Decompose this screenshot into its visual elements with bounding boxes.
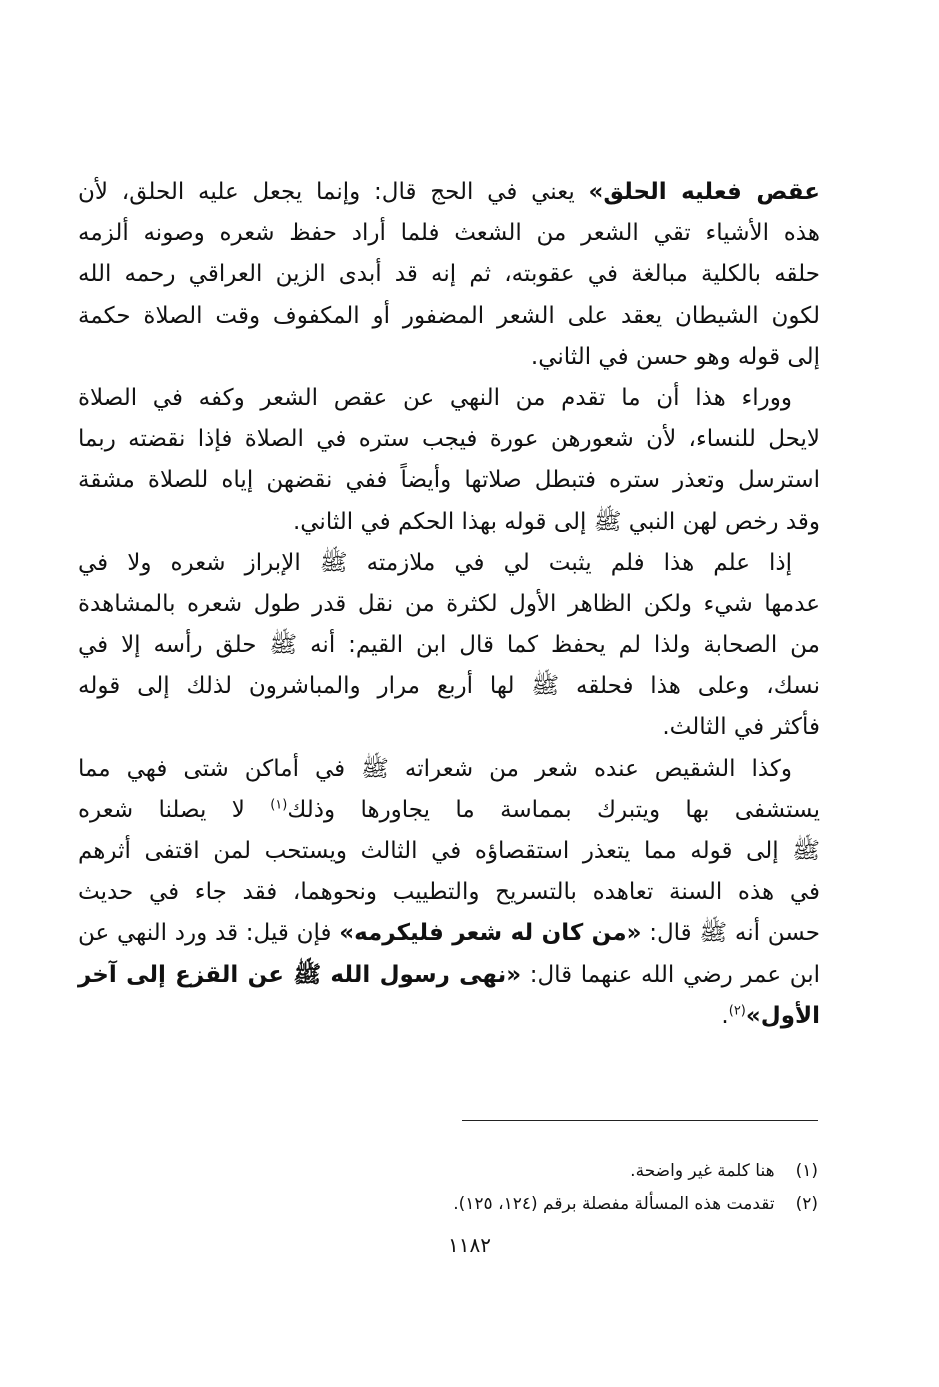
text-line <box>78 707 820 748</box>
paragraph <box>78 749 820 1037</box>
text-run: يستشفى بها ويتبرك بمماسة ما يجاورها وذلك <box>287 796 820 823</box>
text-line <box>78 872 820 913</box>
text-line <box>78 378 820 419</box>
text-line <box>78 172 820 213</box>
text-run: لكون الشيطان يعقد على الشعر المضفور أو المكفوف وقت الصلاة حكمة <box>78 302 820 329</box>
text-line <box>78 502 820 543</box>
text-run: من الصحابة ولذا لم يحفظ كما قال ابن القيم: أنه ﷺ حلق رأسه إلا في <box>78 632 820 659</box>
text-line <box>78 460 820 501</box>
paragraph <box>78 172 820 378</box>
text-line <box>78 543 820 584</box>
text-run: إلى قوله وهو حسن في الثاني. <box>530 343 820 370</box>
text-line <box>78 913 820 954</box>
text-run: وكذا الشقيص عنده شعر من شعراته ﷺ في أماكن شتى فهي مما <box>78 755 792 782</box>
footnote-text: تقدمت هذه المسألة مفصلة برقم (١٢٤، ١٢٥). <box>453 1194 775 1214</box>
text-run: حلقه بالكلية مبالغة في عقوبته، ثم إنه قد أبدى الزين العراقي رحمه الله <box>78 261 820 288</box>
text-run: لايحل للنساء، لأن شعورهن عورة فيجب ستره في الصلاة فإذا نقضته ربما <box>78 426 820 453</box>
text-run: استرسل وتعذر ستره فتبطل صلاتها وأيضاً ففي نقضهن إياه للصلاة مشقة <box>78 467 820 494</box>
text-run: نسك، وعلى هذا فحلقه ﷺ لها أربع مرار والمباشرون لذلك إلى قوله <box>78 673 820 700</box>
footnote-ref: (١) <box>270 797 288 813</box>
text-run: حسن أنه ﷺ قال: <box>641 920 821 947</box>
text-line <box>78 749 820 790</box>
text-run: فأكثر في الثالث. <box>662 714 820 741</box>
text-run: ﷺ إلى قوله مما يتعذر استقصاؤه في الثالث ويستحب لمن اقتفى أثرهم <box>78 838 820 864</box>
text-run: ووراء هذا أن ما تقدم من النهي عن عقص الشعر وكفه في الصلاة <box>78 384 792 411</box>
text-line <box>78 419 820 460</box>
text-run: يعني في الحج قال: وإنما يجعل عليه الحلق، لأن <box>78 179 589 205</box>
page-number: ١١٨٢ <box>448 1233 491 1257</box>
text-line <box>78 790 820 831</box>
text-line <box>78 213 820 254</box>
text-line <box>78 337 820 378</box>
footnote-number: (٢) <box>795 1194 818 1214</box>
paragraph <box>78 378 820 543</box>
text-line <box>78 254 820 295</box>
footnote-ref: (٢) <box>728 1003 746 1019</box>
text-run: إذا علم هذا فلم يثبت لي في ملازمته ﷺ الإبراز شعره ولا في <box>78 549 792 576</box>
footnote-text: هنا كلمة غير واضحة. <box>630 1161 775 1181</box>
text-line <box>78 831 820 872</box>
text-run: فإن قيل: قد ورد النهي عن <box>78 920 340 947</box>
text-run: لا يصلنا شعره <box>78 796 271 823</box>
footnote-separator <box>462 1120 818 1121</box>
footnote-number: (١) <box>795 1161 818 1181</box>
text-line <box>78 996 820 1037</box>
footnote-1 <box>118 1155 818 1188</box>
text-run: في هذه السنة تعاهده بالتسريح والتطييب ونحوهما، فقد جاء في حديث <box>78 879 820 906</box>
text-line <box>78 625 820 666</box>
text-line <box>78 584 820 625</box>
paragraph <box>78 543 820 749</box>
footnotes <box>118 1155 818 1221</box>
bold-quote: «من كان له شعر فليكرمه» <box>339 920 642 947</box>
text-line <box>78 666 820 707</box>
text-line <box>78 296 820 337</box>
footnote-2 <box>118 1188 818 1221</box>
main-text <box>78 172 820 1037</box>
bold-quote: عقص فعليه الحلق» <box>588 179 820 205</box>
bold-quote: الأول» <box>745 1002 820 1029</box>
text-run: . <box>721 1002 729 1029</box>
text-run: ابن عمر رضي الله عنهما قال: <box>521 961 820 988</box>
text-run: وقد رخص لهن النبي ﷺ إلى قوله بهذا الحكم في الثاني. <box>292 508 820 535</box>
text-run: هذه الأشياء تقي الشعر من الشعث فلما أراد حفظ شعره وصونه ألزمه <box>78 220 820 247</box>
text-run: عدمها شيء ولكن الظاهر الأول لكثرة من نقل قدر طول شعره بالمشاهدة <box>78 590 820 617</box>
bold-quote: «نهى رسول الله ﷺ عن القزع إلى آخر <box>78 961 522 988</box>
text-line <box>78 955 820 996</box>
